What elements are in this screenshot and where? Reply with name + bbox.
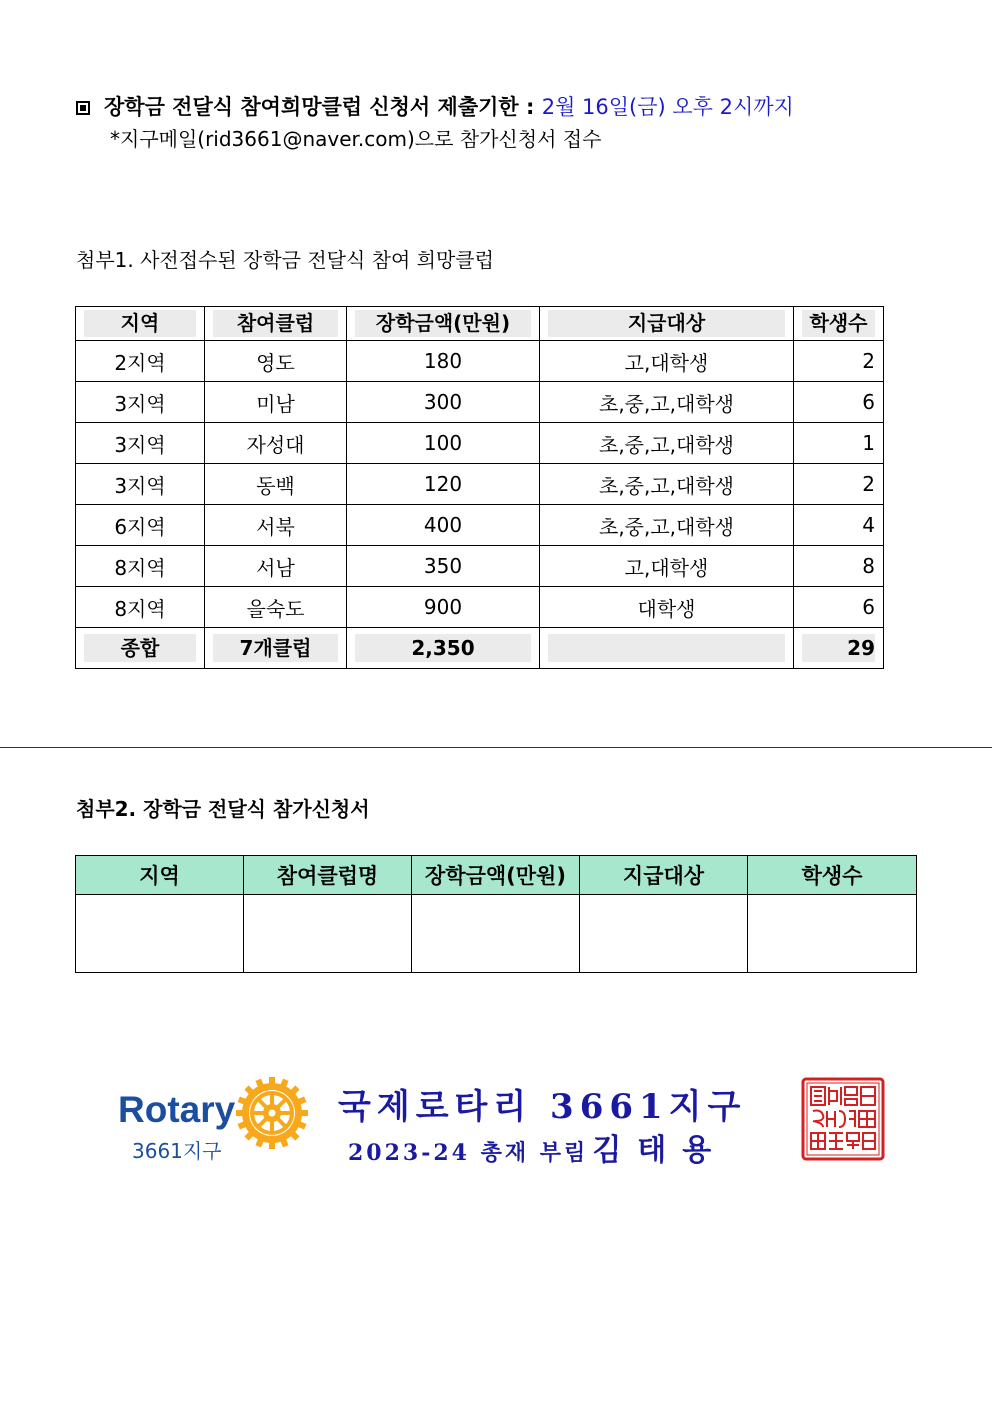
attachment1-title: 첨부1. 사전접수된 장학금 전달식 참여 희망클럽 [76, 248, 494, 272]
students-cell: 1 [794, 423, 884, 464]
form-target-cell[interactable] [580, 895, 748, 973]
table-row [76, 464, 884, 505]
email-note: *지구메일(rid3661@naver.com)으로 참가신청서 접수 [110, 127, 602, 151]
target-cell: 초,중,고,대학생 [540, 423, 794, 464]
students-cell: 6 [794, 382, 884, 423]
form-header-row [76, 856, 917, 895]
president-signature-line [348, 1125, 727, 1169]
region-cell: 8지역 [76, 587, 205, 628]
target-cell: 초,중,고,대학생 [540, 505, 794, 546]
form-blank-row [76, 895, 917, 973]
table-row [76, 382, 884, 423]
students-cell: 2 [794, 464, 884, 505]
form-header-region: 지역 [76, 856, 244, 895]
target-cell: 고,대학생 [540, 341, 794, 382]
total-target-cell [540, 628, 794, 669]
form-region-cell[interactable] [76, 895, 244, 973]
form-students-cell[interactable] [748, 895, 917, 973]
target-cell: 고,대학생 [540, 546, 794, 587]
header-region: 지역 [76, 307, 205, 341]
target-cell: 초,중,고,대학생 [540, 464, 794, 505]
submission-notice [76, 93, 956, 153]
club-cell: 서남 [205, 546, 347, 587]
president-title: 2023-24 총재 부림 [348, 1140, 589, 1166]
deadline-date: 2월 16일(금) 오후 2시까지 [541, 95, 794, 119]
target-cell: 대학생 [540, 587, 794, 628]
club-cell: 미남 [205, 382, 347, 423]
official-seal-icon [801, 1077, 885, 1161]
table-row [76, 546, 884, 587]
table-row [76, 587, 884, 628]
region-cell: 2지역 [76, 341, 205, 382]
registered-clubs-table [75, 306, 884, 669]
president-name: 김태용 [592, 1133, 728, 1168]
form-header-target: 지급대상 [580, 856, 748, 895]
table-header-row [76, 307, 884, 341]
deadline-line [76, 93, 956, 121]
rotary-wheel-icon [236, 1077, 308, 1149]
form-header-club-name: 참여클럽명 [244, 856, 412, 895]
rotary-logo-word: Rotary [118, 1089, 236, 1130]
form-header-amount: 장학금액(만원) [412, 856, 580, 895]
amount-cell: 350 [347, 546, 540, 587]
signature-block [118, 1075, 888, 1168]
form-amount-cell[interactable] [412, 895, 580, 973]
target-cell: 초,중,고,대학생 [540, 382, 794, 423]
students-cell: 2 [794, 341, 884, 382]
header-club: 참여클럽 [205, 307, 347, 341]
table-row [76, 341, 884, 382]
form-header-students: 학생수 [748, 856, 917, 895]
organization-name: 국제로타리 3661지구 [338, 1087, 747, 1127]
students-cell: 8 [794, 546, 884, 587]
amount-cell: 100 [347, 423, 540, 464]
region-cell: 3지역 [76, 464, 205, 505]
total-amount-cell: 2,350 [347, 628, 540, 669]
club-cell: 영도 [205, 341, 347, 382]
table-row [76, 505, 884, 546]
club-cell: 자성대 [205, 423, 347, 464]
total-row [76, 628, 884, 669]
students-cell: 4 [794, 505, 884, 546]
amount-cell: 400 [347, 505, 540, 546]
amount-cell: 300 [347, 382, 540, 423]
attachment2-title: 첨부2. 장학금 전달식 참가신청서 [76, 797, 370, 821]
header-students: 학생수 [794, 307, 884, 341]
header-target: 지급대상 [540, 307, 794, 341]
club-cell: 동백 [205, 464, 347, 505]
total-label-cell: 종합 [76, 628, 205, 669]
region-cell: 3지역 [76, 382, 205, 423]
club-cell: 을숙도 [205, 587, 347, 628]
section-divider [0, 747, 992, 748]
amount-cell: 180 [347, 341, 540, 382]
region-cell: 6지역 [76, 505, 205, 546]
square-bullet-icon [76, 101, 90, 115]
amount-cell: 120 [347, 464, 540, 505]
total-clubs-cell: 7개클럽 [205, 628, 347, 669]
club-cell: 서북 [205, 505, 347, 546]
students-cell: 6 [794, 587, 884, 628]
deadline-prefix: 장학금 전달식 참여희망클럽 신청서 제출기한 : [104, 95, 542, 119]
header-amount: 장학금액(만원) [347, 307, 540, 341]
region-cell: 3지역 [76, 423, 205, 464]
amount-cell: 900 [347, 587, 540, 628]
form-club-name-cell[interactable] [244, 895, 412, 973]
application-form-table [75, 855, 917, 973]
region-cell: 8지역 [76, 546, 205, 587]
total-students-cell: 29 [794, 628, 884, 669]
rotary-logo-district: 3661지구 [132, 1139, 222, 1163]
table-row [76, 423, 884, 464]
